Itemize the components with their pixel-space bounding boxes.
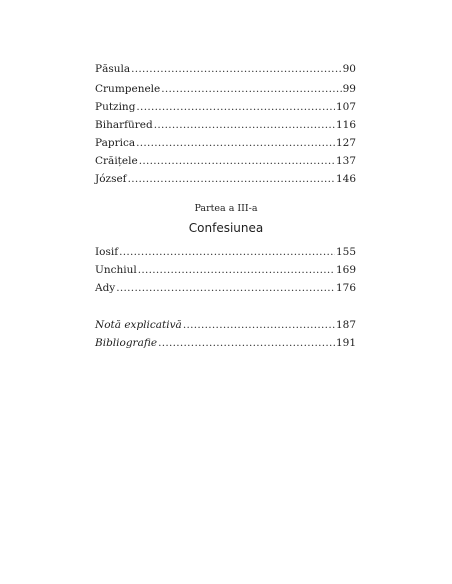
dot-leader	[154, 118, 335, 132]
entry-page-number: 169	[335, 264, 356, 276]
toc-entry-unchiul	[95, 261, 356, 277]
entry-title: Bibliografie	[95, 337, 158, 349]
part-label: Partea a III-a	[194, 203, 258, 214]
entry-page-number: 146	[335, 173, 356, 185]
dot-leader	[128, 172, 335, 186]
entry-title: József	[95, 173, 127, 185]
toc-entry-jozsef	[95, 170, 356, 186]
entry-title: Păsula	[95, 63, 131, 75]
dot-leader	[138, 263, 335, 277]
entry-title: Unchiul	[95, 264, 137, 276]
dot-leader	[131, 62, 342, 76]
dot-leader	[158, 336, 335, 350]
toc-entry-biharfured	[95, 116, 356, 132]
entry-page-number: 99	[342, 83, 356, 95]
toc-entry-putzing	[95, 98, 356, 114]
toc-entry-pasula	[95, 60, 356, 76]
dot-leader	[116, 281, 335, 295]
toc-entry-craitele	[95, 152, 356, 168]
entry-title: Ady	[95, 282, 116, 294]
entry-title: Notă explicativă	[95, 319, 182, 331]
entry-title: Iosif	[95, 246, 119, 258]
section-heading: Confesiunea	[188, 221, 264, 235]
entry-page-number: 176	[335, 282, 356, 294]
entry-page-number: 191	[335, 337, 356, 349]
toc-entry-iosif	[95, 243, 356, 259]
dot-leader	[136, 136, 335, 150]
entry-page-number: 137	[335, 155, 356, 167]
toc-entry-nota-explicativa	[95, 316, 356, 332]
toc-entry-paprica	[95, 134, 356, 150]
dot-leader	[139, 154, 335, 168]
dot-leader	[119, 245, 335, 259]
entry-page-number: 116	[335, 119, 356, 131]
dot-leader	[136, 100, 335, 114]
entry-title: Biharfüred	[95, 119, 153, 131]
entry-title: Putzing	[95, 101, 136, 113]
toc-entry-crumpenele	[95, 80, 356, 96]
entry-page-number: 187	[335, 319, 356, 331]
toc-entry-ady	[95, 279, 356, 295]
entry-title: Crumpenele	[95, 83, 161, 95]
entry-page-number: 155	[335, 246, 356, 258]
entry-title: Crăițele	[95, 155, 138, 167]
entry-page-number: 90	[342, 63, 356, 75]
entry-title: Paprica	[95, 137, 136, 149]
dot-leader	[161, 82, 341, 96]
entry-page-number: 107	[335, 101, 356, 113]
entry-page-number: 127	[335, 137, 356, 149]
toc-entry-bibliografie	[95, 334, 356, 350]
dot-leader	[183, 318, 335, 332]
